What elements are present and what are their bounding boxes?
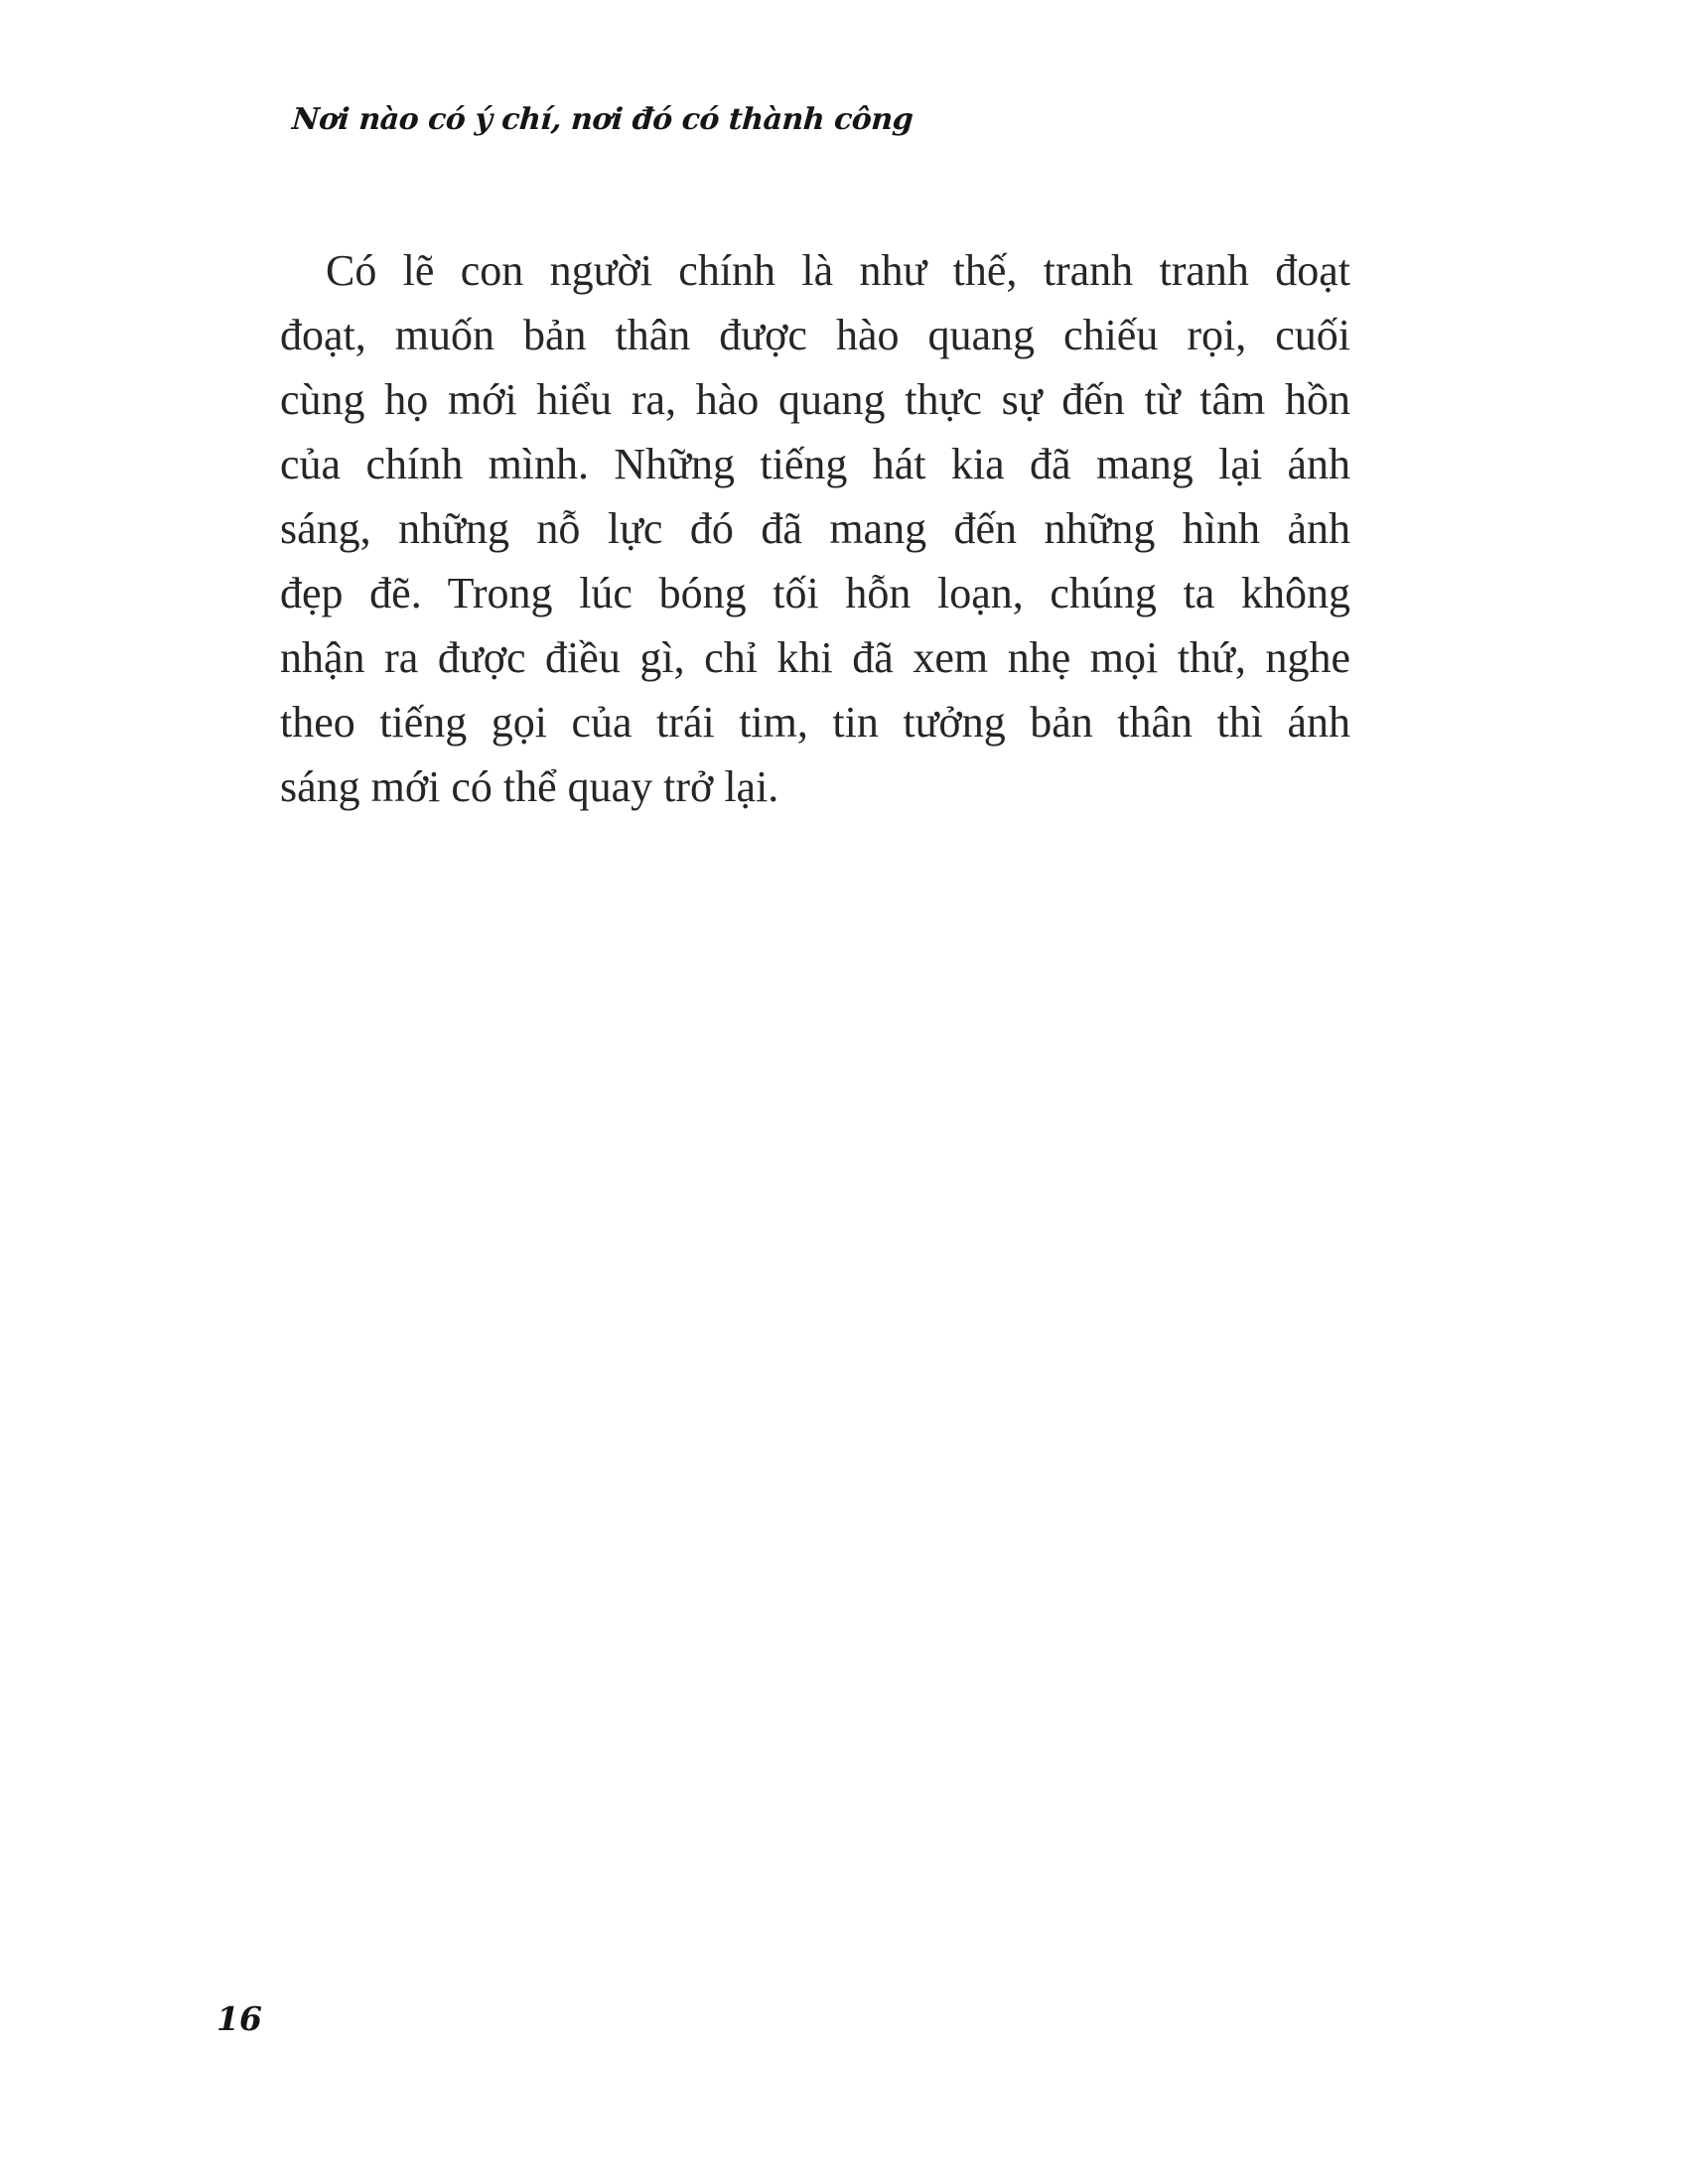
paragraph-line: theo tiếng gọi của trái tim, tin tưởng bản thân thì ánh <box>280 698 1350 747</box>
page-number: 16 <box>216 1999 262 2038</box>
body-paragraph <box>280 238 1350 819</box>
paragraph-line: nhận ra được điều gì, chỉ khi đã xem nhẹ mọi thứ, nghe <box>280 633 1350 682</box>
paragraph-line: Có lẽ con người chính là như thế, tranh tranh đoạt <box>326 246 1350 295</box>
paragraph-line: sáng mới có thể quay trở lại. <box>280 762 779 811</box>
paragraph-line: của chính mình. Những tiếng hát kia đã mang lại ánh <box>280 440 1350 488</box>
running-header: Nơi nào có ý chí, nơi đó có thành công <box>291 102 914 137</box>
paragraph-line: đẹp đẽ. Trong lúc bóng tối hỗn loạn, chúng ta không <box>280 569 1350 617</box>
paragraph-line: sáng, những nỗ lực đó đã mang đến những hình ảnh <box>280 504 1350 553</box>
paragraph-line: đoạt, muốn bản thân được hào quang chiếu rọi, cuối <box>280 311 1350 359</box>
paragraph-line: cùng họ mới hiểu ra, hào quang thực sự đến từ tâm hồn <box>280 375 1350 424</box>
